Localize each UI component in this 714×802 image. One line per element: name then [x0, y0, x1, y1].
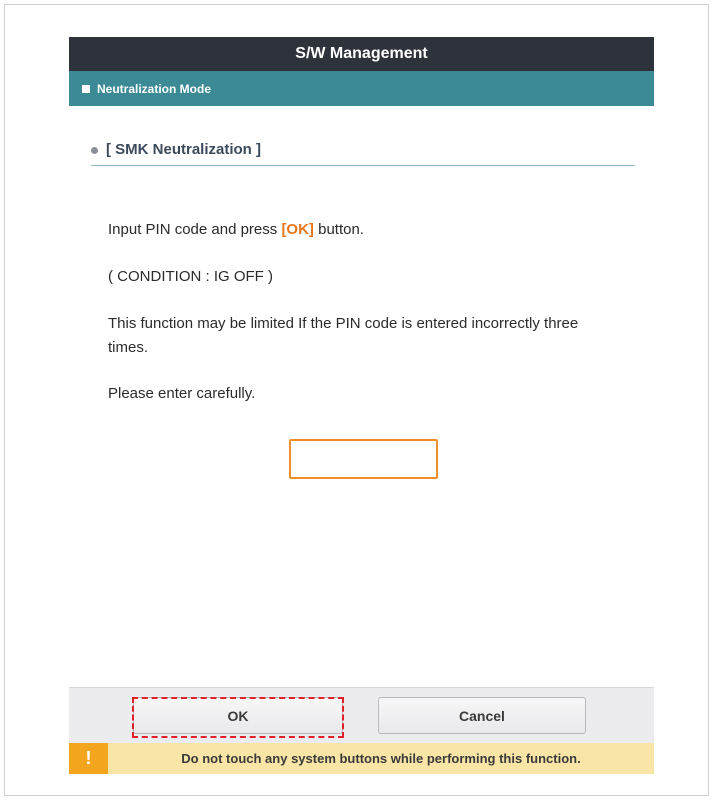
instruction-line: [108, 218, 364, 242]
content-area: [69, 106, 654, 687]
ok-button[interactable]: OK: [133, 697, 343, 734]
dialog-title: S/W Management: [69, 37, 654, 71]
ok-highlight-text: [OK]: [281, 221, 314, 238]
circle-bullet-icon: [91, 147, 98, 154]
section-title: [ SMK Neutralization ]: [106, 141, 262, 158]
button-bar: [69, 687, 654, 743]
square-bullet-icon: [82, 85, 90, 93]
section-heading: [91, 140, 635, 166]
warning-icon: !: [69, 743, 108, 774]
condition-text: ( CONDITION : IG OFF ): [108, 268, 273, 285]
instruction-text-end: button.: [313, 221, 364, 238]
pin-code-input[interactable]: [289, 439, 438, 479]
mode-label: Neutralization Mode: [97, 81, 212, 96]
instruction-text-start: Input PIN code and press: [108, 221, 282, 238]
mode-bar: [69, 71, 654, 106]
careful-notice-text: Please enter carefully.: [108, 385, 256, 402]
warning-bar: [69, 743, 654, 774]
sw-management-dialog: [69, 37, 654, 774]
screen-frame: [4, 4, 709, 796]
limit-notice-text: This function may be limited If the PIN code is entered incorrectly three times.: [108, 315, 579, 356]
cancel-button[interactable]: Cancel: [378, 697, 586, 734]
warning-message: Do not touch any system buttons while performing this function.: [181, 751, 581, 766]
